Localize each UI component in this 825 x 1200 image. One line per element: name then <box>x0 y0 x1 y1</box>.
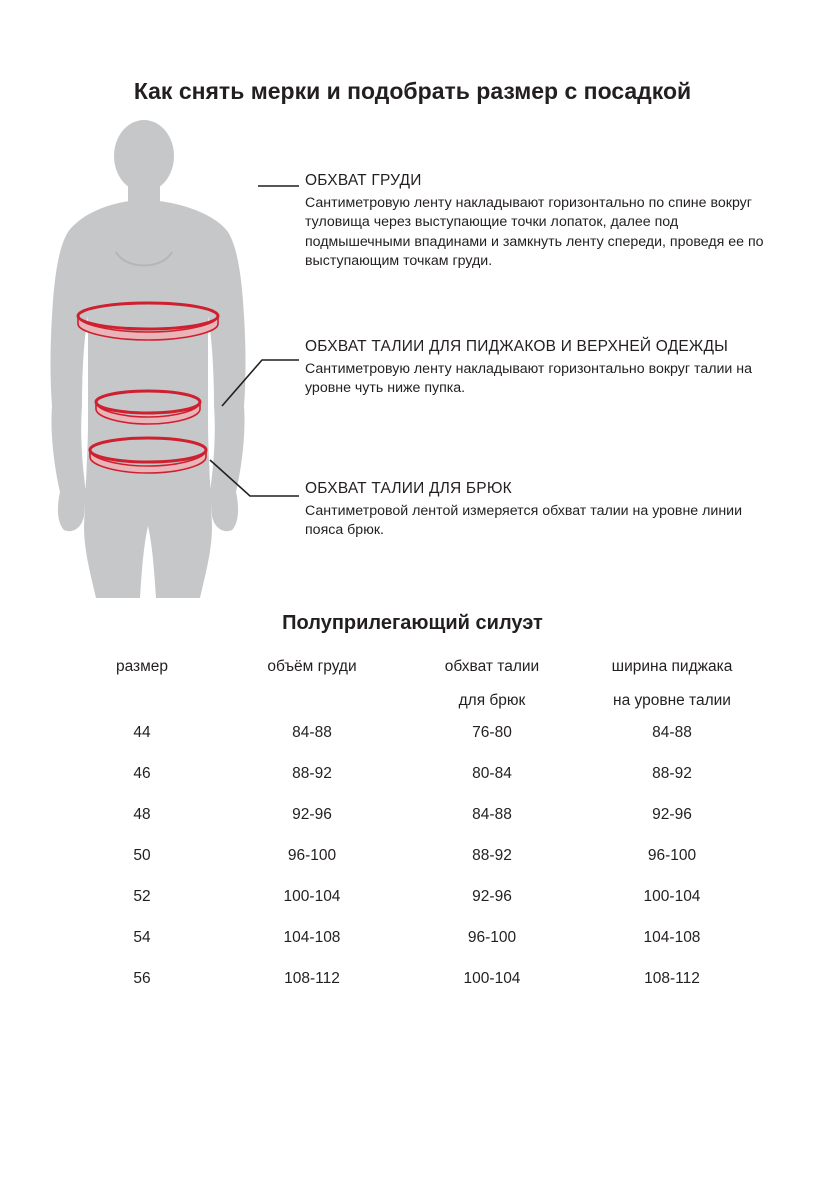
table-cell: 88-92 <box>292 764 332 782</box>
column-header-jacket-width <box>582 658 762 712</box>
table-cell: 100-104 <box>463 969 521 987</box>
table-header-row <box>62 658 762 712</box>
table-cell: 52 <box>133 887 151 905</box>
table-row <box>62 958 762 999</box>
column-header-jacket-width-sub: на уровне талии <box>613 692 731 709</box>
table-row <box>62 876 762 917</box>
table-cell: 50 <box>133 846 151 864</box>
callout-waist-jacket-body: Сантиметровую ленту накладывают горизонтально вокруг талии на уровне чуть ниже пупка. <box>305 361 753 397</box>
table-cell: 56 <box>133 969 151 987</box>
table-row <box>62 753 762 794</box>
table-title: Полуприлегающий силуэт <box>282 612 543 634</box>
table-row <box>62 712 762 753</box>
table-cell: 84-88 <box>472 805 512 823</box>
callout-chest-title: ОБХВАТ ГРУДИ <box>305 172 422 189</box>
column-header-chest-main: объём груди <box>267 658 357 675</box>
table-cell: 54 <box>133 928 151 946</box>
table-cell: 108-112 <box>644 969 700 987</box>
table-row <box>62 835 762 876</box>
table-cell: 84-88 <box>652 723 692 741</box>
column-header-size <box>62 658 222 712</box>
column-header-waist-main: обхват талии <box>444 658 540 675</box>
table-cell: 80-84 <box>472 764 512 782</box>
male-torso-silhouette-icon <box>51 120 246 598</box>
table-cell: 96-100 <box>467 928 517 946</box>
table-cell: 46 <box>133 764 151 782</box>
callout-waist-jacket-title: ОБХВАТ ТАЛИИ ДЛЯ ПИДЖАКОВ И ВЕРХНЕЙ ОДЕЖДЫ <box>305 338 729 355</box>
column-header-waist-sub: для брюк <box>458 692 526 709</box>
table-cell: 96-100 <box>287 846 337 864</box>
table-row <box>62 917 762 958</box>
table-cell: 104-108 <box>643 928 701 946</box>
table-cell: 76-80 <box>472 723 512 741</box>
callout-waist-trousers <box>305 480 775 541</box>
table-cell: 88-92 <box>652 764 692 782</box>
table-cell: 84-88 <box>292 723 332 741</box>
table-cell: 44 <box>133 723 151 741</box>
table-row <box>62 794 762 835</box>
size-table <box>62 658 762 999</box>
callout-waist-trousers-body: Сантиметровой лентой измеряется обхват талии на уровне линии пояса брюк. <box>305 503 743 539</box>
table-cell: 100-104 <box>643 887 701 905</box>
column-header-jacket-width-main: ширина пиджака <box>611 658 733 675</box>
column-header-chest <box>222 658 402 712</box>
table-cell: 104-108 <box>283 928 341 946</box>
page-title: Как снять мерки и подобрать размер с посадкой <box>133 78 692 104</box>
table-cell: 48 <box>133 805 151 823</box>
table-cell: 92-96 <box>652 805 692 823</box>
callout-chest <box>305 172 775 271</box>
table-cell: 100-104 <box>283 887 341 905</box>
callout-waist-jacket <box>305 338 775 399</box>
table-cell: 92-96 <box>472 887 512 905</box>
table-cell: 92-96 <box>292 805 332 823</box>
table-cell: 108-112 <box>284 969 340 987</box>
column-header-waist <box>402 658 582 712</box>
table-cell: 88-92 <box>472 846 512 864</box>
callout-chest-body: Сантиметровую ленту накладывают горизонтально по спине вокруг туловища через выступающие точки лопаток, далее под подмышечными впадинами и замкнуть ленту спереди, проведя ее по выступающим точкам груди. <box>305 195 764 269</box>
table-cell: 96-100 <box>647 846 697 864</box>
column-header-size-main: размер <box>115 658 169 675</box>
callout-waist-trousers-title: ОБХВАТ ТАЛИИ ДЛЯ БРЮК <box>305 480 512 497</box>
body-figure <box>20 120 300 610</box>
